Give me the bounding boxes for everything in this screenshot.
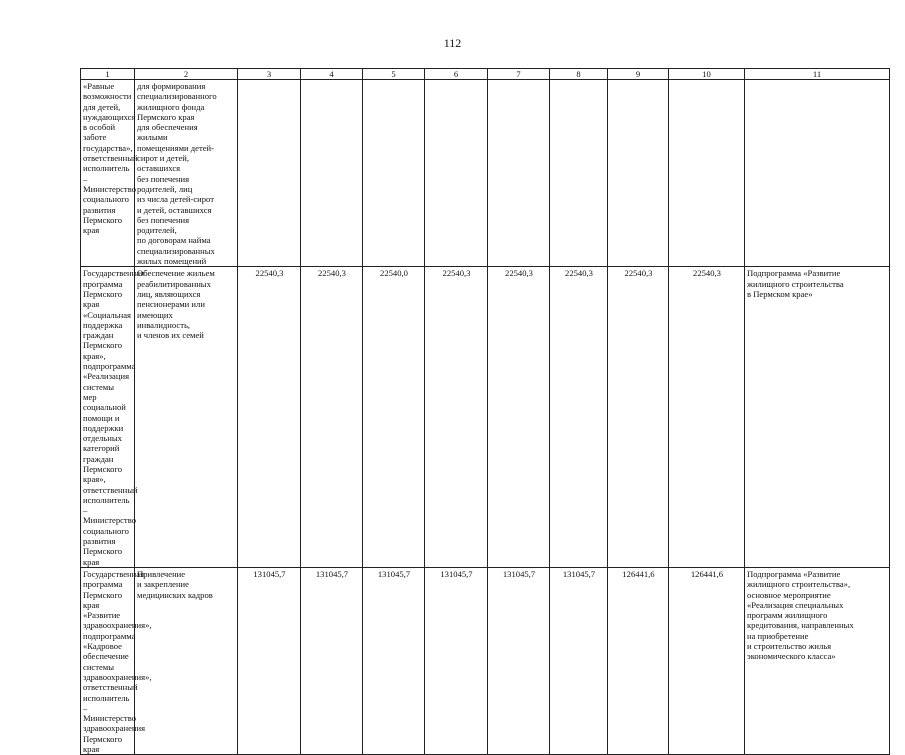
value-cell: 22540,3	[425, 267, 488, 568]
value-cell	[238, 80, 301, 267]
column-number: 1	[81, 69, 135, 80]
value-cell: 126441,6	[669, 567, 745, 754]
value-cell: 131045,7	[238, 567, 301, 754]
value-cell: 22540,3	[301, 267, 363, 568]
value-cell: 22540,3	[550, 267, 608, 568]
table-row	[81, 80, 890, 267]
column-number: 10	[669, 69, 745, 80]
column-number: 9	[608, 69, 669, 80]
value-cell: 131045,7	[301, 567, 363, 754]
column-number: 5	[363, 69, 425, 80]
value-cell	[301, 80, 363, 267]
value-cell: 22540,3	[669, 267, 745, 568]
column-number: 7	[488, 69, 550, 80]
page-number: 112	[443, 36, 462, 50]
program-cell: Государственная программа Пермского края «Развитие здравоохранения», подпрограмма «Кадровое обеспечение системы здравоохранения», ответственный исполнитель – Министерство здравоохранения Пермского края	[81, 567, 135, 754]
column-number: 11	[745, 69, 890, 80]
value-cell: 22540,3	[608, 267, 669, 568]
column-number: 4	[301, 69, 363, 80]
note-cell	[745, 80, 890, 267]
value-cell: 22540,3	[238, 267, 301, 568]
value-cell	[363, 80, 425, 267]
value-cell: 126441,6	[608, 567, 669, 754]
column-number: 6	[425, 69, 488, 80]
value-cell	[488, 80, 550, 267]
purpose-cell: для формирования специализированного жилищного фонда Пермского края для обеспечения жилыми помещениями детей- сирот и детей, оставшихся без попечения родителей, лиц из числа детей-сирот и детей, оставшихся без попечения родителей, по договорам найма специализированных жилых помещений	[135, 80, 238, 267]
purpose-cell: Обеспечение жильем реабилитированных лиц, являющихся пенсионерами или имеющих инвалидность, и членов их семей	[135, 267, 238, 568]
column-number: 2	[135, 69, 238, 80]
value-cell: 131045,7	[425, 567, 488, 754]
program-cell: «Равные возможности для детей, нуждающихся в особой заботе государства», ответственный исполнитель – Министерство социального развития Пермского края	[81, 80, 135, 267]
value-cell	[608, 80, 669, 267]
program-table	[80, 68, 890, 755]
value-cell	[550, 80, 608, 267]
value-cell	[425, 80, 488, 267]
value-cell	[669, 80, 745, 267]
value-cell: 131045,7	[488, 567, 550, 754]
note-cell: Подпрограмма «Развитие жилищного строительства», основное мероприятие «Реализация специальных программ жилищного кредитования, направленных на приобретение и строительство жилья экономического класса»	[745, 567, 890, 754]
program-cell: Государственная программа Пермского края «Социальная поддержка граждан Пермского края», подпрограмма «Реализация системы мер социальной помощи и поддержки отдельных категорий граждан Пермского края», ответственный исполнитель – Министерство социального развития Пермского края	[81, 267, 135, 568]
value-cell: 22540,0	[363, 267, 425, 568]
value-cell: 131045,7	[550, 567, 608, 754]
note-cell: Подпрограмма «Развитие жилищного строительства в Пермском крае»	[745, 267, 890, 568]
value-cell: 131045,7	[363, 567, 425, 754]
table-row	[81, 567, 890, 754]
table-row	[81, 267, 890, 568]
column-number-row	[81, 69, 890, 80]
value-cell: 22540,3	[488, 267, 550, 568]
column-number: 3	[238, 69, 301, 80]
column-number: 8	[550, 69, 608, 80]
purpose-cell: Привлечение и закрепление медицинских кадров	[135, 567, 238, 754]
